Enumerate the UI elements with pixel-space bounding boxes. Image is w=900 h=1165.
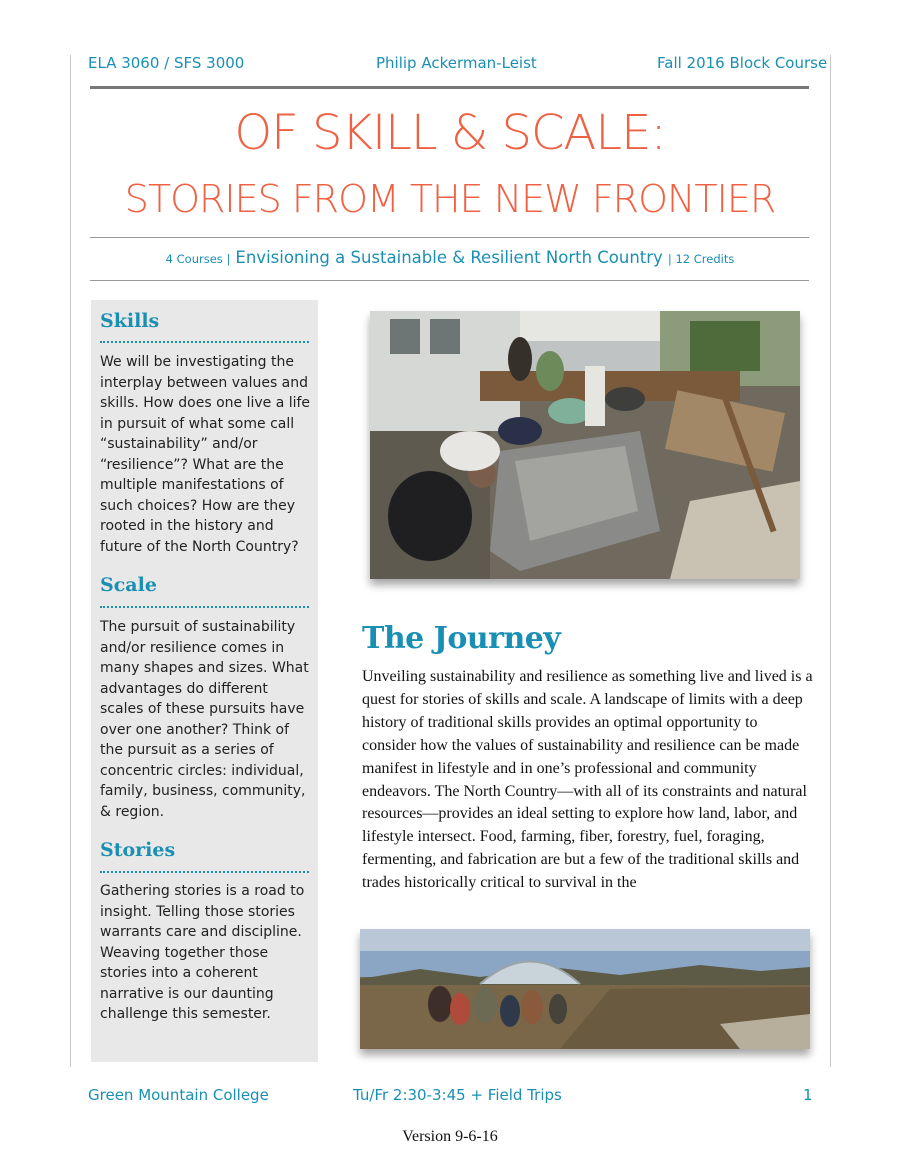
college-name: Green Mountain College <box>88 1086 269 1104</box>
stone-wall-photo <box>370 311 800 579</box>
credits-count: | 12 Credits <box>667 252 735 266</box>
program-name: Envisioning a Sustainable & Resilient North Country <box>235 248 663 267</box>
page-title: OF SKILL & SCALE: <box>234 105 666 161</box>
subtitle-rule-bottom <box>90 280 809 281</box>
skills-divider <box>100 341 309 343</box>
journey-body: Unveiling sustainability and resilience as something live and lived is a quest for stories of skills and scale. A landscape of limits with a deep history of traditional skills provides an optimal opportunity to consider how the values of sustainability and resilience can be made manifest in lifestyle and in one’s professional and community endeavors. The North Country—with all of its constraints and natural resources—provides an ideal setting to explore how land, labor, and lifestyle intersect. Food, farming, fiber, forestry, fuel, foraging, fermenting, and fabrication are but a few of the traditional skills and trades historically critical to survival in the <box>362 668 813 892</box>
program-line <box>0 248 900 267</box>
page-number: 1 <box>803 1086 813 1104</box>
courses-count: 4 Courses | <box>165 252 231 266</box>
skills-heading: Skills <box>100 310 160 332</box>
page-subtitle: STORIES FROM THE NEW FRONTIER <box>124 177 776 221</box>
scale-heading: Scale <box>100 574 157 596</box>
journey-heading: The Journey <box>362 621 561 656</box>
header-divider <box>90 86 809 89</box>
scale-divider <box>100 606 309 608</box>
stories-divider <box>100 871 309 873</box>
course-code: ELA 3060 / SFS 3000 <box>88 54 245 72</box>
version-label: Version 9-6-16 <box>402 1128 498 1145</box>
scale-text: The pursuit of sustainability and/or resilience comes in many shapes and sizes. What advantages do different scales of these pursuits have over one another? Think of the pursuit as a series of concentric circles: individual, family, business, community, & region. <box>100 619 309 820</box>
term-label: Fall 2016 Block Course <box>657 54 828 72</box>
skills-text: We will be investigating the interplay between values and skills. How does one live a life in pursuit of what some call “sustainability” and/or “resilience”? What are the multiple manifestations of such choices? How are they rooted in the history and future of the North Country? <box>100 354 311 555</box>
greenhouse-field-photo <box>360 929 810 1049</box>
sidebar <box>91 300 318 1062</box>
class-schedule: Tu/Fr 2:30-3:45 + Field Trips <box>353 1086 562 1104</box>
stories-text: Gathering stories is a road to insight. Telling those stories warrants care and discipline. Weaving together those stories into a coherent narrative is our daunting challenge this semester. <box>100 883 305 1022</box>
stories-heading: Stories <box>100 839 176 861</box>
subtitle-rule-top <box>90 237 809 238</box>
instructor-name: Philip Ackerman-Leist <box>376 54 537 72</box>
